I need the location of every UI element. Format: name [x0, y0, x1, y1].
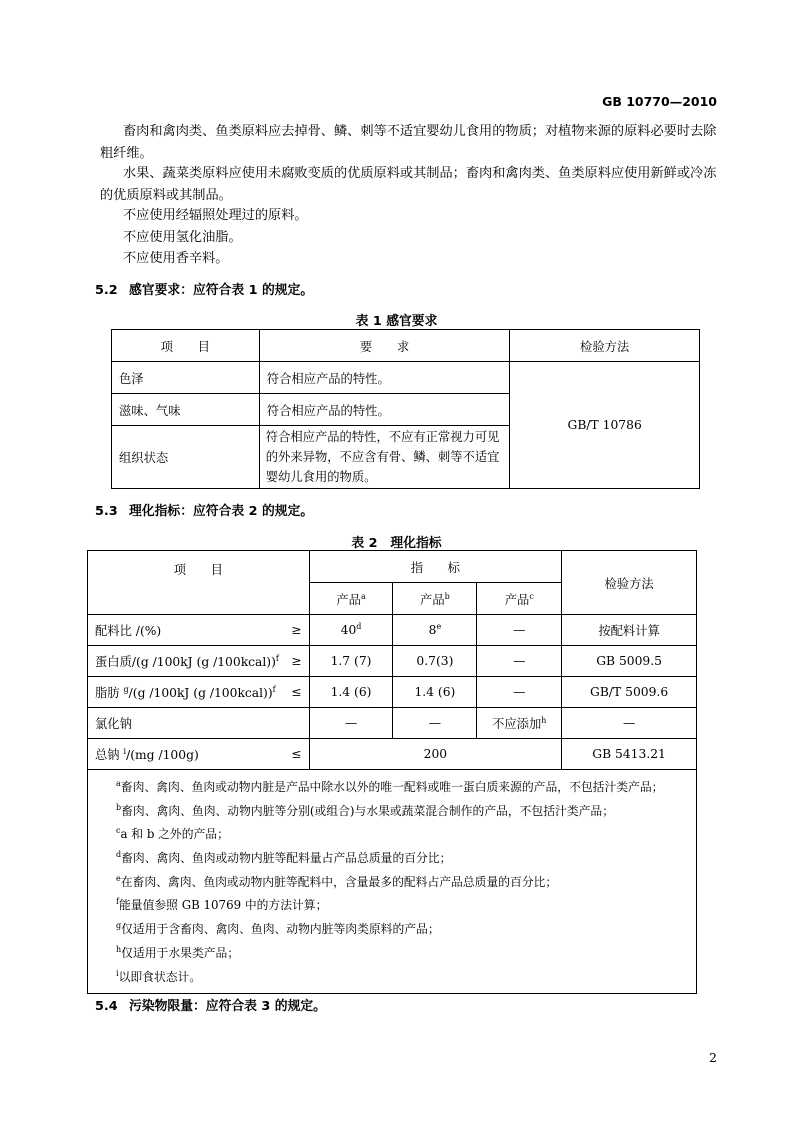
- footnote-mark: c: [529, 591, 534, 601]
- table1-requirement-taste-smell: 符合相应产品的特性。: [259, 394, 510, 426]
- table2-header-indicator: 指 标: [309, 551, 562, 583]
- comparison-sign: ≥: [291, 623, 302, 637]
- footnote-text: 畜肉、禽肉、鱼肉或动物内脏是产品中除水以外的唯一配料或唯一蛋白质来源的产品，不包括汁类产品；: [120, 780, 664, 794]
- value: 不应添加: [492, 717, 542, 731]
- table2-header-method: 检验方法: [562, 551, 697, 615]
- table2-header-product-a: [309, 583, 393, 615]
- footnote-text: 以即食状态计。: [118, 969, 202, 984]
- footnote: [116, 894, 696, 918]
- table1-header-method: 检验方法: [510, 330, 700, 362]
- label-prefix: 脂肪: [95, 686, 124, 700]
- label-prefix: 总钠: [95, 748, 124, 762]
- footnote: [116, 871, 696, 895]
- footnote-mark: d: [116, 850, 122, 860]
- table2-sodium-method: GB 5413.21: [562, 739, 697, 770]
- footnote-mark: f: [275, 653, 279, 663]
- table2-fat-b: 1.4 (6): [393, 677, 477, 708]
- footnote-mark: g: [123, 684, 129, 694]
- footnote-mark: a: [116, 779, 121, 789]
- footnote: [116, 966, 696, 990]
- table1-item-texture: 组织状态: [112, 426, 260, 489]
- paragraph-no-irradiation: 不应使用经辐照处理过的原料。: [123, 208, 308, 223]
- comparison-sign: ≤: [291, 747, 302, 761]
- section-text: 感官要求：应符合表 1 的规定。: [129, 283, 314, 298]
- footnote-text: 在畜肉、禽肉、鱼肉或动物内脏等配料中，含量最多的配料占产品总质量的百分比；: [120, 874, 558, 889]
- section-5-2-heading: [95, 279, 313, 298]
- table2-header-product-b: [393, 583, 477, 615]
- value: 40: [340, 623, 357, 637]
- label-text: /(mg /100g): [126, 748, 199, 762]
- section-number: 5.3: [95, 504, 118, 519]
- table2-footnotes: [88, 770, 697, 994]
- table2-fat-c: —: [477, 677, 562, 708]
- footnote-mark: h: [541, 715, 547, 725]
- table2-header-product-c: [477, 583, 562, 615]
- label-text: /(g /100kJ (g /100kcal)): [128, 686, 273, 700]
- footnote: [116, 776, 696, 800]
- sensory-requirements-table: [111, 329, 700, 489]
- section-number: 5.4: [95, 999, 118, 1014]
- footnote-mark: e: [436, 621, 442, 631]
- table1-requirement-texture: 符合相应产品的特性，不应有正常视力可见的外来异物，不应含有骨、鳞、刺等不适宜婴幼儿食用的物质。: [259, 426, 510, 489]
- footnote-text: 仅适用于含畜肉、禽肉、鱼肉、动物内脏等肉类原料的产品；: [121, 922, 440, 937]
- footnote-mark: c: [116, 826, 121, 836]
- section-5-4-heading: [95, 995, 326, 1014]
- table2-ratio-b: [393, 615, 477, 646]
- footnote: [116, 918, 696, 942]
- table2-protein-c: —: [477, 646, 562, 677]
- table2-row-sodium-name: [88, 739, 310, 770]
- footnote-text: 畜肉、禽肉、鱼肉或动物内脏等配料量占产品总质量的百分比；: [121, 851, 452, 866]
- footnote: [116, 800, 696, 824]
- table2-nacl-a: —: [309, 708, 393, 739]
- physicochemical-table: [87, 550, 697, 994]
- table1-header-item: 项 目: [112, 330, 260, 362]
- table2-protein-method: GB 5009.5: [562, 646, 697, 677]
- table2-row-protein-name: [88, 646, 310, 677]
- table2-protein-b: 0.7(3): [393, 646, 477, 677]
- footnote-mark: i: [123, 746, 127, 756]
- section-5-3-heading: [95, 500, 313, 519]
- comparison-sign: ≤: [291, 685, 302, 699]
- paragraph-no-hydrogenated-oil: 不应使用氢化油脂。: [123, 230, 242, 245]
- footnote-mark: b: [444, 591, 450, 601]
- product-label: 产品: [420, 592, 445, 607]
- section-text: 污染物限量：应符合表 3 的规定。: [129, 999, 326, 1014]
- table2-row-nacl-name: 氯化钠: [88, 708, 310, 739]
- comparison-sign: ≥: [291, 654, 302, 668]
- label-text: 蛋白质/(g /100kJ (g /100kcal)): [95, 655, 276, 669]
- table2-nacl-method: —: [562, 708, 697, 739]
- standard-code: GB 10770—2010: [602, 94, 717, 109]
- section-number: 5.2: [95, 283, 118, 298]
- table2-protein-a: 1.7 (7): [309, 646, 393, 677]
- footnote: [116, 942, 696, 966]
- row-label: [95, 745, 199, 763]
- footnote-text: a 和 b 之外的产品；: [120, 827, 229, 842]
- table2-ratio-a: [309, 615, 393, 646]
- paragraph-raw-materials-fruit: 水果、蔬菜类原料应使用未腐败变质的优质原料或其制品；畜肉和禽肉类、鱼类原料应使用新鲜或冷冻的优质原料或其制品。: [100, 166, 717, 203]
- footnote-mark: f: [116, 897, 119, 907]
- footnote-text: 畜肉、禽肉、鱼肉、动物内脏等分别(或组合)与水果或蔬菜混合制作的产品，不包括汁类产品；: [121, 803, 615, 818]
- row-label: 配料比 /(%): [95, 624, 162, 638]
- page-number: 2: [709, 1050, 717, 1065]
- product-label: 产品: [504, 592, 530, 607]
- table2-caption: 表 2 理化指标: [351, 536, 442, 551]
- table1-item-taste-smell: 滋味、气味: [112, 394, 260, 426]
- footnote-mark: f: [272, 684, 276, 694]
- table1-header-requirement: 要 求: [259, 330, 510, 362]
- table2-nacl-b: —: [393, 708, 477, 739]
- table2-nacl-c: [477, 708, 562, 739]
- footnote: [116, 847, 696, 871]
- footnote-text: 能量值参照 GB 10769 中的方法计算；: [118, 898, 328, 913]
- table2-fat-a: 1.4 (6): [309, 677, 393, 708]
- paragraph-no-spices: 不应使用香辛料。: [123, 251, 229, 266]
- footnote-text: 仅适用于水果类产品；: [121, 945, 240, 960]
- table2-fat-method: GB/T 5009.6: [562, 677, 697, 708]
- footnote-mark: e: [116, 873, 121, 883]
- footnote-mark: a: [360, 591, 366, 601]
- table2-header-item: 项 目: [88, 551, 310, 615]
- footnote: [116, 823, 696, 847]
- row-label: [95, 683, 276, 701]
- section-text: 理化指标：应符合表 2 的规定。: [129, 504, 314, 519]
- value: 8: [428, 623, 437, 637]
- table2-ratio-method: 按配料计算: [562, 615, 697, 646]
- footnote-mark: d: [356, 621, 362, 631]
- table2-row-fat-name: [88, 677, 310, 708]
- footnote-mark: b: [116, 802, 122, 812]
- row-label: [95, 652, 279, 670]
- footnote-mark: g: [116, 921, 122, 931]
- footnote-mark: i: [116, 968, 119, 978]
- table1-method-value: GB/T 10786: [510, 362, 700, 489]
- table2-row-ratio-name: [88, 615, 310, 646]
- table2-sodium-value: 200: [309, 739, 562, 770]
- footnote-mark: h: [116, 944, 122, 954]
- table1-requirement-color: 符合相应产品的特性。: [259, 362, 510, 394]
- table1-item-color: 色泽: [112, 362, 260, 394]
- paragraph-raw-materials-meat: 畜肉和禽肉类、鱼类原料应去掉骨、鳞、刺等不适宜婴幼儿食用的物质；对植物来源的原料必要时去除粗纤维。: [100, 124, 717, 161]
- table1-caption: 表 1 感官要求: [355, 314, 438, 329]
- product-label: 产品: [336, 592, 361, 607]
- table2-ratio-c: —: [477, 615, 562, 646]
